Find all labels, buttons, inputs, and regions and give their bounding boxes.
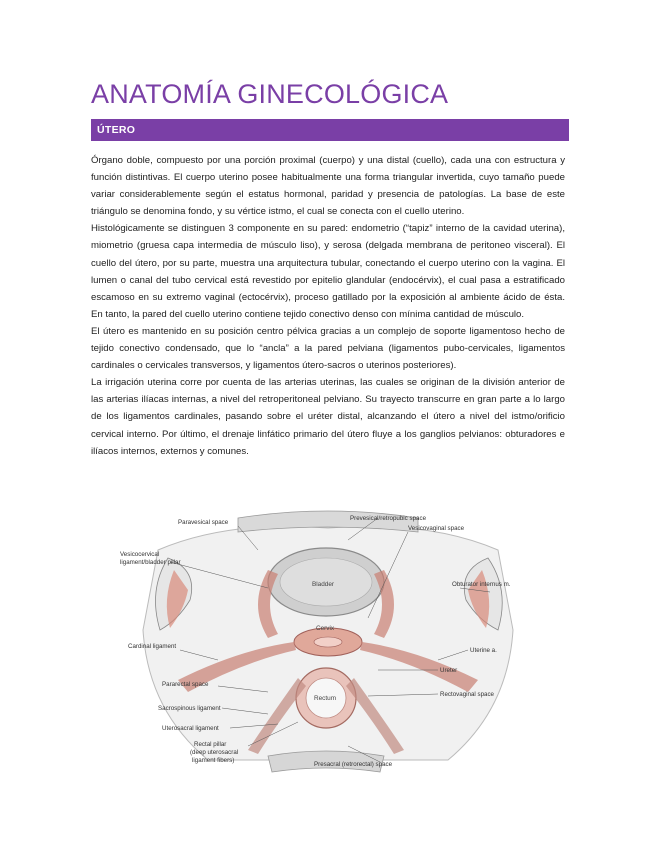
label-prevesical-space: Prevesical/retropubic space bbox=[350, 515, 427, 522]
label-uterine-artery: Uterine a. bbox=[470, 647, 497, 654]
label-paravesical-space: Paravesical space bbox=[178, 519, 229, 526]
label-pararectal-space: Pararectal space bbox=[162, 681, 209, 688]
label-rectal-pillar-line2: (deep uterosacral bbox=[190, 749, 239, 756]
label-bladder: Bladder bbox=[312, 581, 335, 588]
label-obturator-internus: Obturator internus m. bbox=[452, 581, 511, 588]
label-rectum: Rectum bbox=[314, 695, 337, 702]
label-bladder-pillar: ligament/bladder pillar bbox=[120, 559, 181, 566]
paragraph-3: El útero es mantenido en su posición centro pélvica gracias a un complejo de soporte ligamentoso hecho de tejido conectivo condensado, que lo “ancla” a la pared pelviana (ligamentos pubo-cervicales, ligamentos cardinales o cervicales transversos, y ligamentos útero-sacros o uterinos posteriores). bbox=[91, 325, 565, 372]
paragraph-1: Órgano doble, compuesto por una porción proximal (cuerpo) y una distal (cuello), cada una con estructura y función distintivas. El cuerpo uterino posee habitualmente una forma triangular invertida, cuyo tamaño puede variar considerablemente según el estatus hormonal, paridad y presencia de patologías. La base de este triángulo se denomina fondo, y su vértice istmo, el cual se conecta con el cuello uterino. bbox=[91, 155, 565, 218]
body-text bbox=[91, 152, 565, 460]
section-heading: ÚTERO bbox=[91, 119, 569, 141]
label-cardinal-ligament: Cardinal ligament bbox=[128, 643, 177, 650]
page-title: ANATOMÍA GINECOLÓGICA bbox=[91, 79, 449, 109]
label-rectal-pillar: Rectal pillar bbox=[194, 741, 227, 748]
label-ureter: Ureter bbox=[440, 667, 458, 674]
paragraph-4: La irrigación uterina corre por cuenta de las arterias uterinas, las cuales se originan de la división anterior de las arterias ilíacas internas, a nivel del retroperitoneal pelviano. Su trayecto transcurre en gran parte a lo largo de los ligamentos cardinales, pasando sobre el uréter distal, alcanzando el útero a nivel del istmo/orificio cervical interno. Por último, el drenaje linfático primario del útero fluye a los ganglios pelvianos: obturadores e ilíacos internos, externos y comunes. bbox=[91, 377, 565, 457]
paragraph-2: Histológicamente se distinguen 3 componente en su pared: endometrio (“tapiz” interno de la cavidad uterina), miometrio (gruesa capa intermedia de músculo liso), y serosa (delgada membrana de peritoneo visceral). El cuello del útero, por su parte, muestra una arquitectura tubular, conectando el cuerpo uterino con la vagina. El lumen o canal del tubo cervical está revestido por epitelio glandular (endocérvix), el cual pasa a estratificado escamoso en su extremo vaginal (ectocérvix), proceso gatillado por la exposición al ambiente ácido de ésta. En tanto, la pared del cuello uterino contiene tejido conectivo denso con mínima cantidad de músculo. bbox=[91, 223, 565, 320]
label-sacrospinous-ligament: Sacrospinous ligament bbox=[158, 705, 221, 712]
pelvic-cross-section-illustration bbox=[118, 510, 538, 780]
label-uterosacral-ligament: Uterosacral ligament bbox=[162, 725, 219, 732]
pelvic-anatomy-figure bbox=[118, 510, 538, 780]
label-rectal-pillar-line3: ligament fibers) bbox=[192, 757, 235, 764]
label-cervix: Cervix bbox=[316, 625, 335, 632]
label-presacral-space: Presacral (retrorectal) space bbox=[314, 761, 393, 768]
label-vesicocervical: Vesicocervical bbox=[120, 551, 160, 558]
cervix-canal-shape bbox=[314, 637, 342, 647]
label-vesicovaginal-space: Vesicovaginal space bbox=[408, 525, 465, 532]
label-rectovaginal-space: Rectovaginal space bbox=[440, 691, 495, 698]
